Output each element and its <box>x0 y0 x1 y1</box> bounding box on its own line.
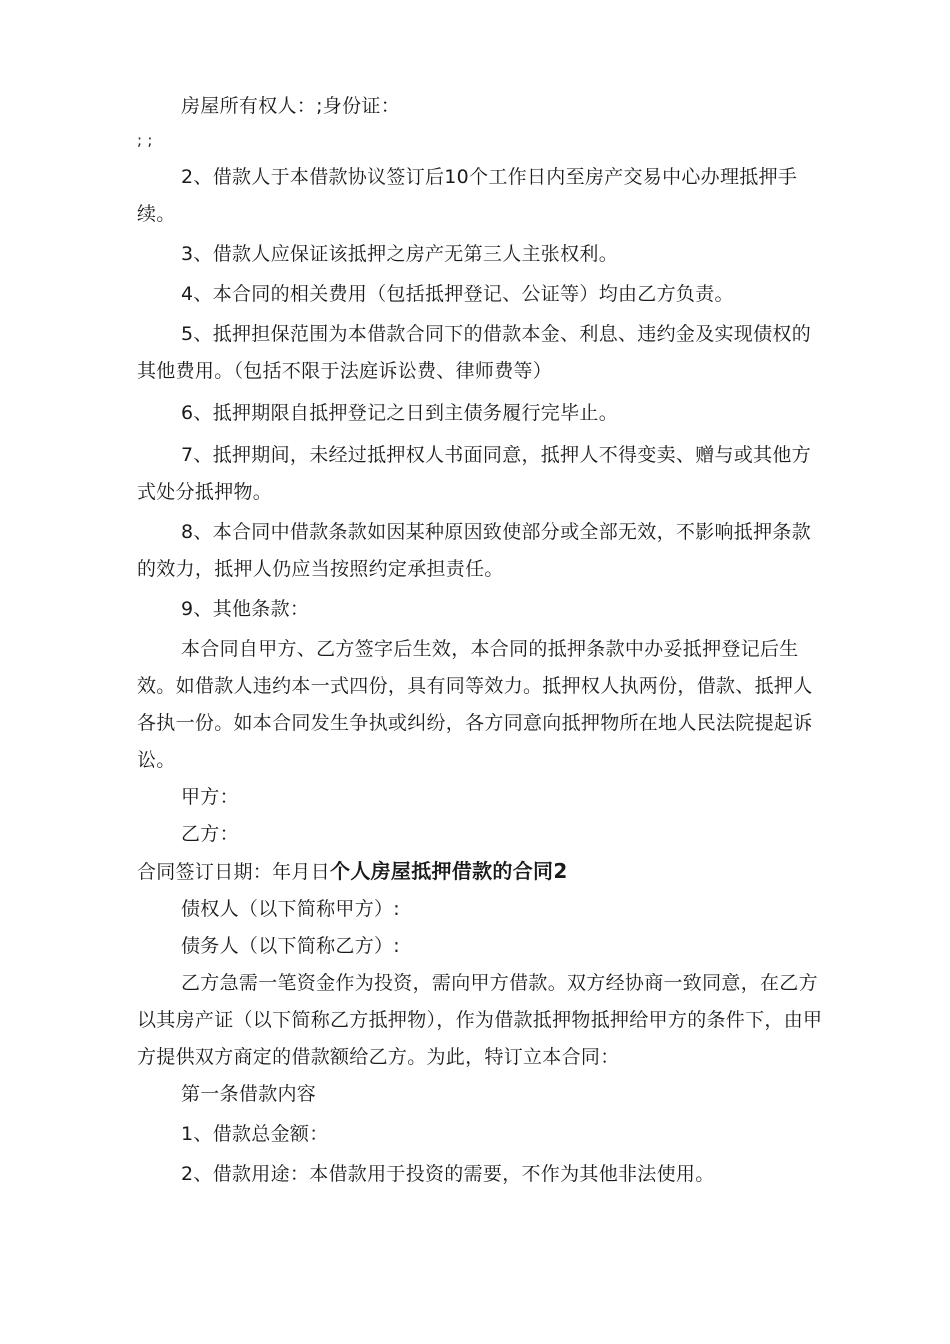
loan-purpose-line: 2、借款用途：本借款用于投资的需要，不作为其他非法使用。 <box>181 1163 715 1185</box>
clause-2: 2、借款人于本借款协议签订后10个工作日内至房产交易中心办理抵押手续。 <box>137 166 798 225</box>
clause-6: 6、抵押期限自抵押登记之日到主债务履行完毕止。 <box>181 402 618 424</box>
creditor-line: 债权人（以下简称甲方）: <box>181 898 401 920</box>
party-a-signature: 甲方： <box>181 786 239 808</box>
clause-5: 5、抵押担保范围为本借款合同下的借款本金、利息、违约金及实现债权的其他费用。（包括不限于法庭诉讼费、律师费等） <box>137 323 811 382</box>
intro-paragraph: 乙方急需一笔资金作为投资，需向甲方借款。双方经协商一致同意，在乙方以其房产证（以下简称乙方抵押物），作为借款抵押物抵押给甲方的条件下，由甲方提供双方商定的借款额给乙方。为此，特订立本合同： <box>137 972 823 1068</box>
contract-2-title: 个人房屋抵押借款的合同2 <box>330 859 568 883</box>
clause-3: 3、借款人应保证该抵押之房产无第三人主张权利。 <box>181 243 618 265</box>
clause-7: 7、抵押期间，未经过抵押权人书面同意，抵押人不得变卖、赠与或其他方式处分抵押物。 <box>137 444 811 503</box>
article-1-heading: 第一条借款内容 <box>181 1083 317 1105</box>
debtor-line: 债务人（以下简称乙方）: <box>181 935 401 957</box>
other-terms-paragraph: 本合同自甲方、乙方签字后生效，本合同的抵押条款中办妥抵押登记后生效。如借款人违约本一式四份，具有同等效力。抵押权人执两份，借款、抵押人各执一份。如本合同发生争执或纠纷，各方同意向抵押物所在地人民法院提起诉讼。 <box>137 638 813 771</box>
party-b-signature: 乙方： <box>181 823 239 845</box>
clause-9: 9、其他条款： <box>181 598 310 620</box>
sign-date: 合同签订日期：年月日 <box>137 861 331 883</box>
clause-4: 4、本合同的相关费用（包括抵押登记、公证等）均由乙方负责。 <box>181 283 734 305</box>
sign-date-and-title <box>137 853 827 891</box>
document-body <box>137 88 827 1193</box>
clause-8: 8、本合同中借款条款如因某种原因致使部分或全部无效，不影响抵押条款的效力，抵押人仍应当按照约定承担责任。 <box>137 521 811 580</box>
owner-line: 房屋所有权人：;身份证： <box>181 95 401 117</box>
semicolons-line: ; ; <box>137 131 153 149</box>
loan-amount-line: 1、借款总金额： <box>181 1123 329 1145</box>
